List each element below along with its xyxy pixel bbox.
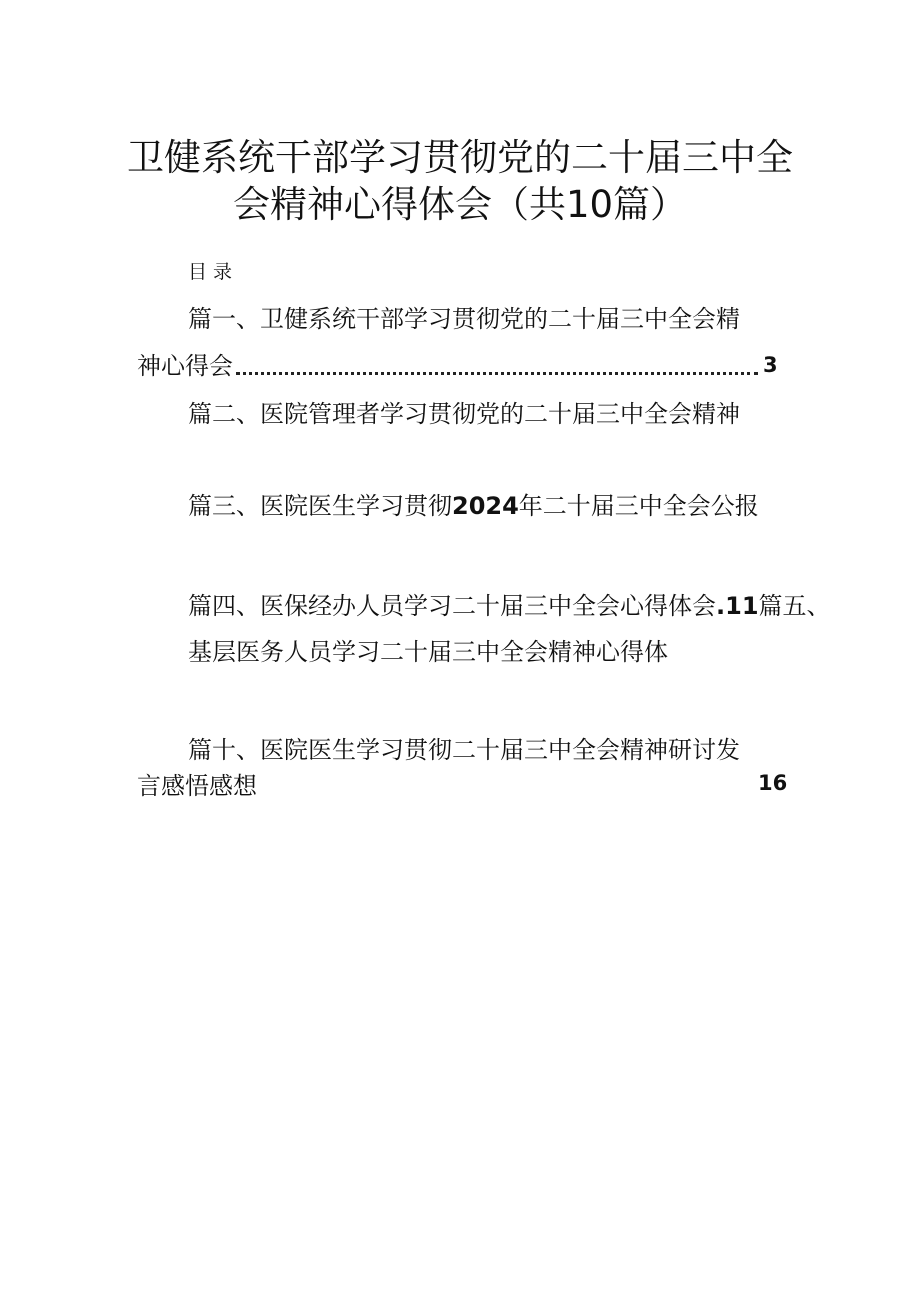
- document-title-line-2: 会精神心得体会（共10篇）: [232, 183, 688, 226]
- toc-entry-3-text-end: 年二十届三中全会公报: [518, 492, 759, 520]
- toc-entry-1-line-1: 篇一、卫健系统干部学习贯彻党的二十届三中全会精: [188, 305, 740, 333]
- toc-entry-5: 基层医务人员学习二十届三中全会精神心得体: [188, 638, 668, 666]
- toc-entry-5-prefix: 篇五、: [758, 592, 831, 620]
- toc-entry-1-page: 3: [763, 353, 778, 377]
- toc-entry-3-year: 2024: [452, 492, 519, 520]
- document-title-line-1: 卫健系统干部学习贯彻党的二十届三中全: [127, 136, 793, 179]
- toc-entry-10-line-1: 篇十、医院医生学习贯彻二十届三中全会精神研讨发: [188, 736, 740, 764]
- toc-entry-4-text: 篇四、医保经办人员学习二十届三中全会心得体会: [188, 592, 716, 620]
- toc-leader-dots: [236, 360, 758, 375]
- toc-entry-10-line-2: 言感悟感想: [137, 772, 257, 800]
- toc-entry-2: 篇二、医院管理者学习贯彻党的二十届三中全会精神: [188, 400, 740, 428]
- toc-heading: 目录: [188, 261, 239, 283]
- toc-entry-4: [188, 590, 831, 622]
- toc-entry-3-text: 篇三、医院医生学习贯彻: [188, 492, 452, 520]
- toc-entry-10-page: 16: [758, 771, 788, 795]
- toc-entry-1-line-2: 神心得会: [137, 352, 233, 380]
- toc-entry-3: [188, 490, 759, 522]
- toc-entry-4-page: .11: [716, 592, 759, 620]
